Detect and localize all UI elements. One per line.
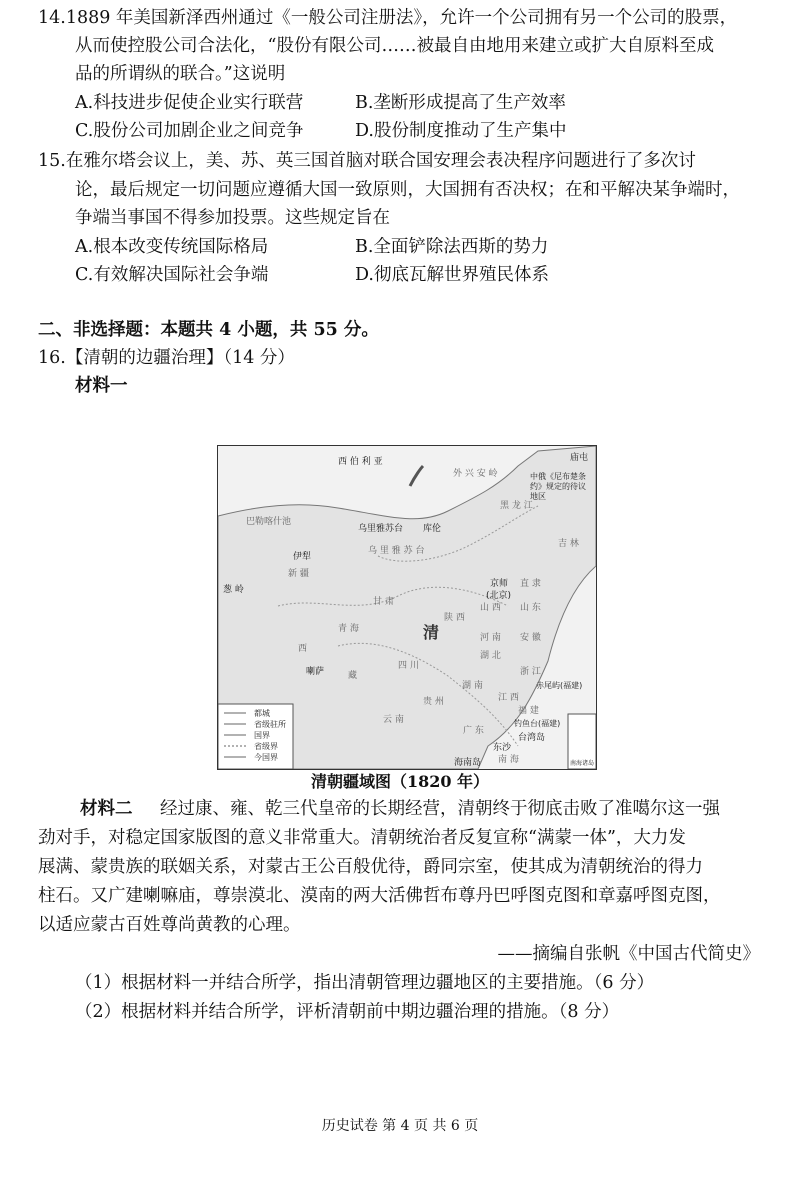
- q15-option-c: C.有效解决国际社会争端: [75, 265, 269, 285]
- q14-option-c: C.股份公司加剧企业之间竞争: [75, 121, 304, 141]
- map-label: 山 西: [480, 603, 501, 613]
- material-2-line: 劲对手，对稳定国家版图的意义非常重大。清朝统治者反复宣称“满蒙一体”，大力发: [38, 828, 686, 848]
- map-label: 赤尾屿(福建): [536, 681, 583, 690]
- map-label: 海南岛: [454, 758, 482, 768]
- map-label: 黑 龙 江: [500, 501, 533, 511]
- map-label: 葱 岭: [223, 585, 244, 595]
- material-1-label: 材料一: [75, 376, 128, 396]
- map-label: 乌里雅苏台: [358, 524, 404, 534]
- map-label: 直 隶: [520, 579, 541, 589]
- map-label: 江 西: [498, 693, 519, 703]
- q14-stem-line: 从而使控股公司合法化，“股份有限公司……被最自由地用来建立或扩大自原料至成: [75, 36, 714, 56]
- map-label: 河 南: [480, 633, 501, 643]
- map-label: 库伦: [423, 524, 442, 534]
- treaty-pending-area-label: 中俄《尼布楚条约》规定的待议地区: [530, 472, 586, 501]
- legend-item: 省级界: [254, 742, 278, 751]
- map-label: 新 疆: [288, 569, 309, 579]
- q14-stem-line: 品的所谓纵的联合。”这说明: [75, 64, 286, 84]
- map-label: 喇萨: [306, 667, 325, 677]
- material-2-line: 展满、蒙贵族的联姻关系，对蒙古王公百般优待，爵同宗室，使其成为清朝统治的得力: [38, 857, 703, 877]
- map-label: 钓鱼台(福建): [514, 719, 561, 728]
- q15-stem-line: 论，最后规定一切问题应遵循大国一致原则，大国拥有否决权；在和平解决某争端时，: [75, 180, 740, 200]
- legend-item: 今国界: [254, 753, 278, 762]
- q14-stem-line: 14.1889 年美国新泽西州通过《一般公司注册法》，允许一个公司拥有另一个公司的股票，: [38, 8, 738, 28]
- q14-option-d: D.股份制度推动了生产集中: [355, 121, 567, 141]
- legend-item: 国界: [254, 731, 270, 740]
- map-label: 云 南: [383, 715, 404, 725]
- map-label: 巴勒喀什池: [246, 517, 292, 527]
- q15-stem-line: 15.在雅尔塔会议上，美、苏、英三国首脑对联合国安理会表决程序问题进行了多次讨: [38, 151, 696, 171]
- material-2-line: 经过康、雍、乾三代皇帝的长期经营，清朝终于彻底击败了准噶尔这一强: [160, 799, 720, 819]
- material-2-label: 材料二: [80, 799, 133, 819]
- map-label: 东沙: [493, 743, 512, 753]
- map-label: 伊犁: [293, 552, 312, 562]
- q15-option-b: B.全面铲除法西斯的势力: [355, 237, 549, 257]
- map-label: 清: [423, 623, 440, 642]
- q16-subquestion-1: （1）根据材料一并结合所学，指出清朝管理边疆地区的主要措施。（6 分）: [75, 973, 655, 993]
- map-label: 湖 北: [480, 651, 501, 661]
- q15-option-a: A.根本改变传统国际格局: [75, 237, 269, 257]
- map-label: 甘 肃: [373, 597, 394, 607]
- map-label: 安 徽: [520, 633, 541, 643]
- q15-option-d: D.彻底瓦解世界殖民体系: [355, 265, 549, 285]
- qing-territory-map: [217, 445, 597, 770]
- legend-item: 省级驻所: [254, 720, 286, 729]
- map-label: 山 东: [520, 603, 541, 613]
- map-label: 浙 江: [520, 667, 541, 677]
- q14-option-b: B.垄断形成提高了生产效率: [355, 93, 566, 113]
- map-label: 南 海: [498, 755, 519, 765]
- map-label: 吉 林: [558, 539, 579, 549]
- map-label: 外 兴 安 岭: [453, 469, 498, 479]
- map-label: 青 海: [338, 624, 359, 634]
- map-label: 福 建: [518, 706, 539, 716]
- q16-subquestion-2: （2）根据材料并结合所学，评析清朝前中期边疆治理的措施。（8 分）: [75, 1002, 620, 1022]
- map-label: 台湾岛: [518, 733, 546, 743]
- map-label: (北京): [486, 591, 512, 601]
- map-label: 藏: [348, 671, 358, 681]
- material-2-line: 柱石。又广建喇嘛庙，尊崇漠北、漠南的两大活佛哲布尊丹巴呼图克图和章嘉呼图克图，: [38, 886, 721, 906]
- q15-stem-line: 争端当事国不得参加投票。这些规定旨在: [75, 208, 390, 228]
- map-label: 四 川: [398, 661, 419, 671]
- map-label: 广 东: [463, 726, 484, 736]
- material-2-line: 以适应蒙古百姓尊尚黄教的心理。: [38, 915, 301, 935]
- q14-option-a: A.科技进步促使企业实行联营: [75, 93, 304, 113]
- map-label: 贵 州: [423, 697, 444, 707]
- page-footer: 历史试卷 第 4 页 共 6 页: [321, 1118, 479, 1134]
- legend-item: 都城: [254, 709, 270, 718]
- map-label: 京师: [490, 579, 509, 589]
- q16-title: 16.【清朝的边疆治理】（14 分）: [38, 348, 295, 368]
- map-label: 乌 里 雅 苏 台: [368, 546, 425, 556]
- map-label: 西 伯 利 亚: [338, 457, 383, 467]
- inset-label: 南海诸岛: [570, 760, 595, 767]
- map-label: 庙屯: [570, 453, 589, 463]
- map-label: 湖 南: [462, 681, 483, 691]
- section-heading: 二、非选择题：本题共 4 小题，共 55 分。: [38, 320, 379, 340]
- map-label: 陕 西: [444, 613, 465, 623]
- map-caption: 清朝疆域图（1820 年）: [310, 772, 490, 791]
- map-label: 西: [298, 644, 308, 654]
- material-2-source: ——摘编自张帆《中国古代简史》: [497, 944, 760, 964]
